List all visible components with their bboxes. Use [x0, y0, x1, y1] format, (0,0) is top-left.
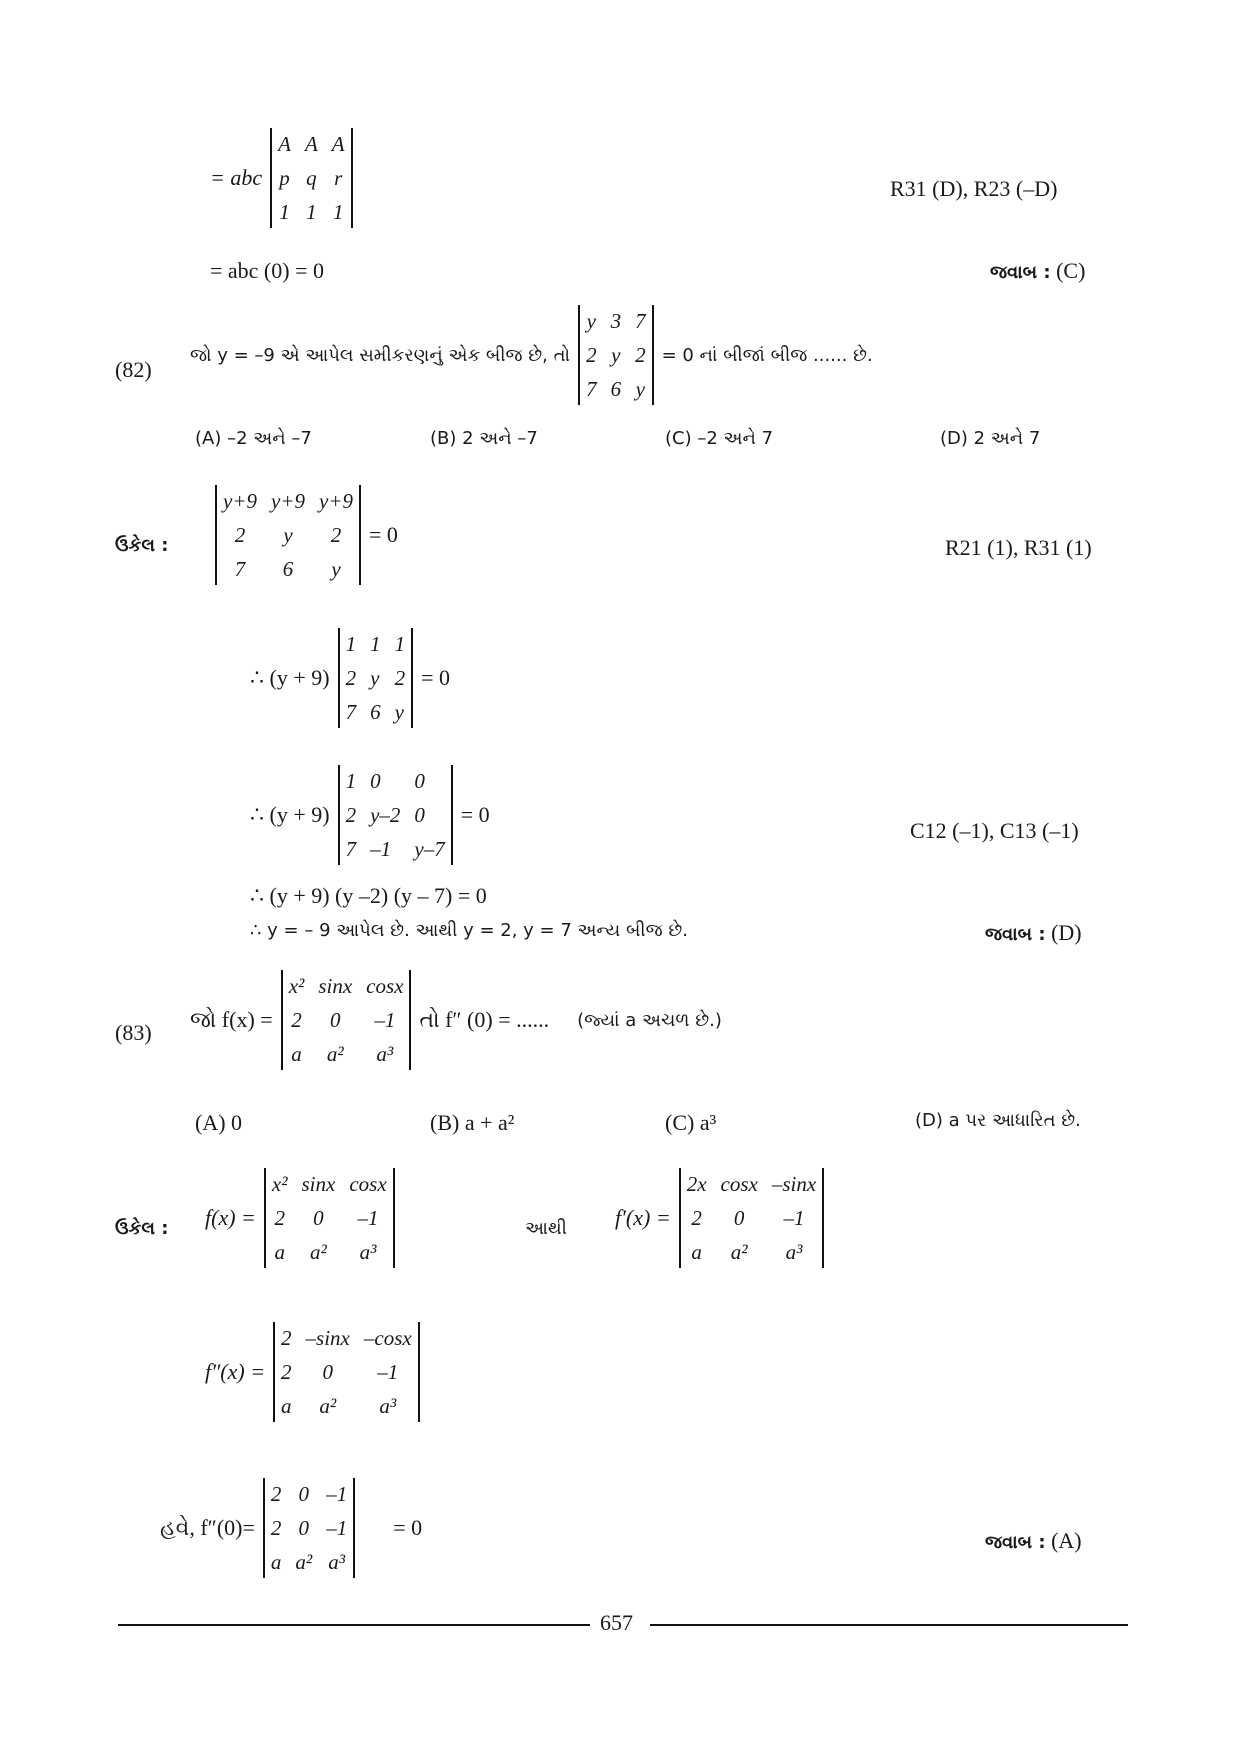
det-cell: 2: [281, 1360, 292, 1384]
q82-solution-label: ઉકેલ :: [115, 535, 169, 556]
q82-step2-prefix: ∴ (y + 9): [250, 665, 330, 690]
det-cell: 2: [635, 343, 646, 367]
q83-fx-label: f(x) =: [205, 1205, 256, 1230]
det-cell: 1: [370, 632, 381, 656]
top-eq1: [210, 128, 353, 228]
det-cell: 0: [322, 1360, 333, 1384]
det-cell: y+9: [271, 489, 305, 513]
answer-label: જવાબ :: [990, 262, 1051, 283]
det-cell: 2x: [686, 1172, 707, 1196]
det-cell: y: [635, 377, 645, 401]
q83-option-d: (D) a પર આધારિત છે.: [915, 1110, 1081, 1131]
q83-option-a: (A) 0: [195, 1110, 243, 1135]
q82-answer: [985, 920, 1082, 946]
det-cell: a³: [328, 1550, 346, 1574]
q83-fx: [205, 1168, 395, 1268]
answer-value: (A): [1051, 1528, 1082, 1553]
det-cell: 2: [345, 666, 357, 690]
q83-det: [281, 970, 412, 1070]
q83-note: (જ્યાં a અચળ છે.): [577, 1009, 722, 1031]
det-cell: 0: [414, 769, 425, 793]
q82-step5: ∴ y = – 9 આપેલ છે. આથી y = 2, y = 7 અન્ય બીજ છે.: [250, 920, 688, 941]
det-cell: cosx: [720, 1172, 758, 1196]
q82-sol1: [215, 485, 398, 585]
det-cell: y: [586, 309, 596, 333]
det-cell: A: [278, 132, 291, 156]
det-cell: 2: [691, 1206, 702, 1230]
det-cell: a²: [310, 1240, 327, 1264]
q83-det-fpx: [679, 1168, 824, 1268]
det-cell: 1: [279, 200, 290, 224]
q82-option-a: (A) –2 અને –7: [195, 428, 312, 449]
det-cell: a: [691, 1240, 702, 1264]
det-cell: 0: [298, 1482, 310, 1506]
q83-det-fppx: [273, 1322, 420, 1422]
det-cell: A: [331, 132, 345, 156]
det-cell: 7: [345, 837, 357, 861]
det-cell: –cosx: [363, 1326, 412, 1350]
det-cell: –1: [374, 1008, 396, 1032]
det-cell: 0: [313, 1206, 324, 1230]
q83-det-fx: [264, 1168, 395, 1268]
det-cell: y: [283, 523, 293, 547]
det-cell: –1: [377, 1360, 399, 1384]
q83-final-prefix: હવે, f″(0)=: [160, 1515, 255, 1540]
q83-answer: [985, 1528, 1082, 1554]
answer-value: (D): [1051, 920, 1082, 945]
q83-fppx-label: f″(x) =: [205, 1359, 266, 1384]
det-cell: 1: [345, 632, 357, 656]
det-cell: q: [306, 166, 317, 190]
det-cell: 2: [330, 523, 342, 547]
q82-step2-after: = 0: [421, 665, 450, 690]
det-cell: 2: [586, 343, 597, 367]
q82-det-sol3: [338, 765, 453, 865]
footer-rule-right: [650, 1624, 1128, 1626]
q82-option-d: (D) 2 અને 7: [940, 428, 1041, 449]
q83-therefore: આથી: [525, 1218, 567, 1239]
det-cell: –1: [370, 837, 392, 861]
det-cell: a³: [359, 1240, 377, 1264]
det-cell: a²: [295, 1550, 313, 1574]
det-cell: 0: [370, 769, 381, 793]
det-cell: –1: [326, 1516, 348, 1540]
q82-det-sol2: [338, 628, 414, 728]
q83-text-before: જો f(x) =: [190, 1007, 273, 1032]
det-cell: 1: [394, 632, 406, 656]
det-cell: 2: [274, 1206, 285, 1230]
det-cell: 2: [345, 803, 357, 827]
top-eq2: = abc (0) = 0: [210, 258, 324, 283]
det-cell: a: [291, 1042, 302, 1066]
q82-sol1-after: = 0: [369, 522, 398, 547]
det-cell: –1: [783, 1206, 805, 1230]
page-number: 657: [600, 1610, 633, 1635]
det-cell: r: [334, 166, 343, 190]
det-cell: 1: [332, 200, 344, 224]
det-cell: 1: [345, 769, 357, 793]
q82-step2: [250, 628, 450, 728]
q83-final-after: = 0: [393, 1515, 423, 1540]
det-cell: a²: [326, 1042, 344, 1066]
top-answer: [990, 258, 1085, 284]
det-cell: sinx: [301, 1172, 336, 1196]
top-eq1-prefix: = abc: [210, 165, 263, 190]
det-cell: p: [279, 166, 290, 190]
q82-text-after: = 0 નાં બીજાં બીજ ...... છે.: [661, 344, 873, 366]
q82-step3: [250, 765, 490, 865]
det-cell: 7: [635, 309, 646, 333]
det-cell: x²: [271, 1172, 288, 1196]
det-cell: 2: [234, 523, 246, 547]
det-cell: y: [611, 343, 621, 367]
q82-number: (82): [115, 357, 152, 382]
det-cell: y+9: [319, 489, 353, 513]
q83-fpx-label: f′(x) =: [615, 1205, 671, 1230]
det-cell: 6: [282, 557, 294, 581]
det-cell: x²: [288, 974, 305, 998]
det-cell: 7: [586, 377, 597, 401]
det-cell: 0: [298, 1516, 310, 1540]
det-cell: 7: [234, 557, 246, 581]
det-cell: y: [394, 700, 404, 724]
q83-det-final: [263, 1478, 355, 1578]
det-cell: –1: [326, 1482, 348, 1506]
det-cell: 3: [610, 309, 622, 333]
q83-question: [190, 970, 722, 1070]
q82-question: [190, 305, 873, 405]
det-cell: a²: [319, 1394, 337, 1418]
det-cell: 6: [610, 377, 622, 401]
det-cell: y: [370, 666, 380, 690]
det-cell: –1: [357, 1206, 379, 1230]
answer-label: જવાબ :: [985, 1532, 1046, 1553]
det-cell: A: [304, 132, 318, 156]
q82-option-c: (C) –2 અને 7: [665, 428, 774, 449]
q82-step4: ∴ (y + 9) (y –2) (y – 7) = 0: [250, 883, 487, 908]
top-det1: [270, 128, 352, 228]
q82-det: [578, 305, 654, 405]
det-cell: 6: [370, 700, 381, 724]
det-cell: –sinx: [771, 1172, 817, 1196]
answer-label: જવાબ :: [985, 924, 1046, 945]
det-cell: 0: [329, 1008, 341, 1032]
det-cell: cosx: [366, 974, 404, 998]
det-cell: y+9: [223, 489, 257, 513]
q83-fppx: [205, 1322, 420, 1422]
det-cell: 0: [733, 1206, 745, 1230]
det-cell: y–7: [414, 837, 445, 861]
q83-final: [160, 1478, 422, 1578]
det-cell: a: [274, 1240, 285, 1264]
det-cell: sinx: [318, 974, 353, 998]
det-cell: 1: [306, 200, 317, 224]
footer-rule-left: [118, 1624, 590, 1626]
det-cell: 2: [394, 666, 406, 690]
det-cell: 2: [291, 1008, 302, 1032]
det-cell: a³: [379, 1394, 397, 1418]
det-cell: –sinx: [305, 1326, 350, 1350]
det-cell: cosx: [349, 1172, 387, 1196]
det-cell: a³: [785, 1240, 803, 1264]
det-cell: 0: [414, 803, 425, 827]
q82-det-sol1: [215, 485, 361, 585]
q83-number: (83): [115, 1020, 152, 1045]
q82-sol3-ops: C12 (–1), C13 (–1): [910, 818, 1079, 843]
q83-option-c: (C) a³: [665, 1110, 717, 1135]
det-cell: 2: [270, 1482, 282, 1506]
det-cell: a: [281, 1394, 292, 1418]
q82-step3-prefix: ∴ (y + 9): [250, 802, 330, 827]
q82-text-before: જો y = –9 એ આપેલ સમીકરણનું એક બીજ છે, તો: [190, 344, 571, 366]
q83-fpx: [615, 1168, 824, 1268]
q82-sol1-ops: R21 (1), R31 (1): [945, 535, 1092, 560]
q82-step3-after: = 0: [460, 802, 490, 827]
q83-solution-label: ઉકેલ :: [115, 1218, 169, 1239]
answer-value: (C): [1056, 258, 1086, 283]
top-row-ops: R31 (D), R23 (–D): [890, 176, 1058, 201]
q82-option-b: (B) 2 અને –7: [430, 428, 538, 449]
det-cell: a²: [730, 1240, 748, 1264]
det-cell: y–2: [370, 803, 401, 827]
det-cell: a: [270, 1550, 282, 1574]
det-cell: 2: [270, 1516, 282, 1540]
det-cell: 2: [281, 1326, 292, 1350]
q83-text-after: તો f″ (0) = ......: [419, 1007, 550, 1032]
det-cell: y: [331, 557, 341, 581]
det-cell: a³: [376, 1042, 394, 1066]
det-cell: 7: [345, 700, 357, 724]
q83-option-b: (B) a + a²: [430, 1110, 515, 1135]
